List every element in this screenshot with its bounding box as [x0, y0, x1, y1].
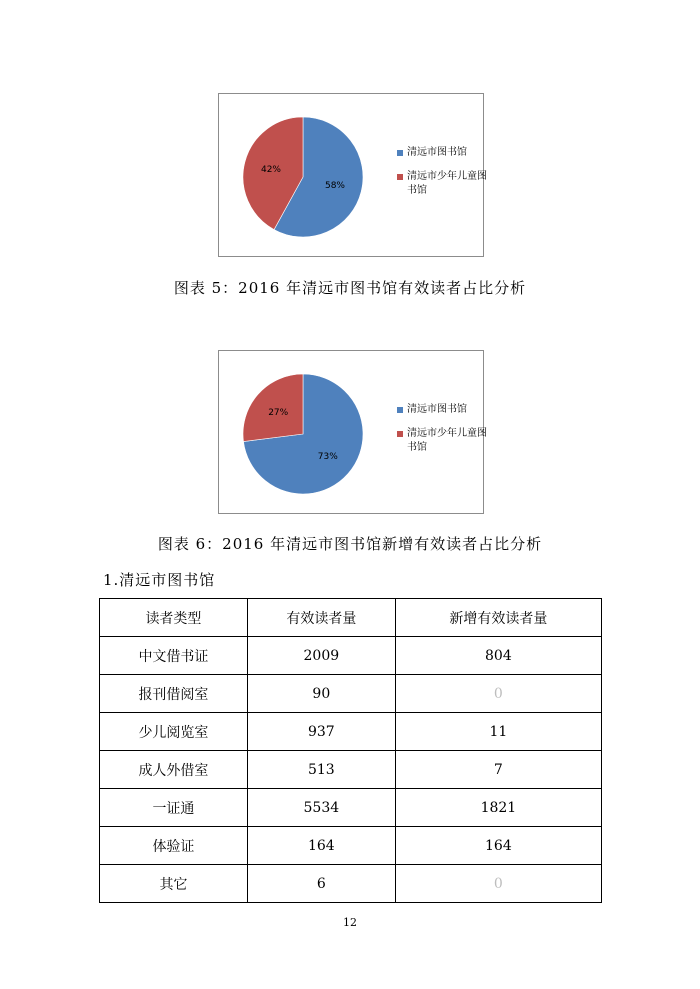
legend-item-city-library [397, 146, 487, 160]
table-header-row [100, 599, 602, 637]
legend-label: 清远市图书馆 [407, 147, 467, 158]
cell-new-effective-readers: 804 [395, 637, 601, 675]
table-row [100, 789, 602, 827]
cell-reader-type: 一证通 [100, 789, 248, 827]
cell-reader-type: 体验证 [100, 827, 248, 865]
table-row [100, 865, 602, 903]
cell-reader-type: 少儿阅览室 [100, 713, 248, 751]
pie-label-city-library: 58% [324, 181, 346, 192]
legend-swatch-blue [397, 150, 403, 156]
cell-effective-readers: 513 [247, 751, 395, 789]
chart-legend [397, 403, 487, 465]
legend-label: 清远市少年儿童图书馆 [407, 428, 487, 453]
cell-reader-type: 报刊借阅室 [100, 675, 248, 713]
chart-legend [397, 146, 487, 208]
section-heading: 1.清远市图书馆 [103, 571, 216, 589]
legend-label: 清远市少年儿童图书馆 [407, 171, 487, 196]
cell-new-effective-readers: 11 [395, 713, 601, 751]
pie-chart-effective-readers [218, 93, 487, 257]
table-row [100, 675, 602, 713]
cell-effective-readers: 2009 [247, 637, 395, 675]
cell-effective-readers: 164 [247, 827, 395, 865]
table-row [100, 637, 602, 675]
cell-new-effective-readers: 1821 [395, 789, 601, 827]
cell-new-effective-readers: 0 [395, 675, 601, 713]
header-reader-type: 读者类型 [100, 599, 248, 637]
cell-reader-type: 成人外借室 [100, 751, 248, 789]
header-new-effective-readers: 新增有效读者量 [395, 599, 601, 637]
legend-label: 清远市图书馆 [407, 404, 467, 415]
reader-statistics-table [99, 598, 602, 903]
legend-item-city-library [397, 403, 487, 417]
pie-label-children-library: 42% [260, 164, 282, 175]
chart-caption-6: 图表 6：2016 年清远市图书馆新增有效读者占比分析 [157, 535, 543, 553]
pie-label-children-library: 27% [268, 408, 289, 419]
cell-new-effective-readers: 164 [395, 827, 601, 865]
cell-effective-readers: 5534 [247, 789, 395, 827]
cell-new-effective-readers: 7 [395, 751, 601, 789]
header-effective-readers: 有效读者量 [247, 599, 395, 637]
cell-effective-readers: 937 [247, 713, 395, 751]
table-row [100, 827, 602, 865]
cell-effective-readers: 90 [247, 675, 395, 713]
legend-swatch-red [397, 431, 403, 437]
table-row [100, 751, 602, 789]
chart-caption-5: 图表 5：2016 年清远市图书馆有效读者占比分析 [173, 279, 527, 297]
legend-item-children-library [397, 427, 487, 455]
legend-swatch-blue [397, 407, 403, 413]
cell-effective-readers: 6 [247, 865, 395, 903]
table-row [100, 713, 602, 751]
page-number: 12 [343, 916, 357, 929]
cell-new-effective-readers: 0 [395, 865, 601, 903]
legend-item-children-library [397, 170, 487, 198]
legend-swatch-red [397, 174, 403, 180]
cell-reader-type: 其它 [100, 865, 248, 903]
cell-reader-type: 中文借书证 [100, 637, 248, 675]
pie-label-city-library: 73% [317, 451, 338, 462]
pie-chart-new-readers [218, 350, 487, 514]
